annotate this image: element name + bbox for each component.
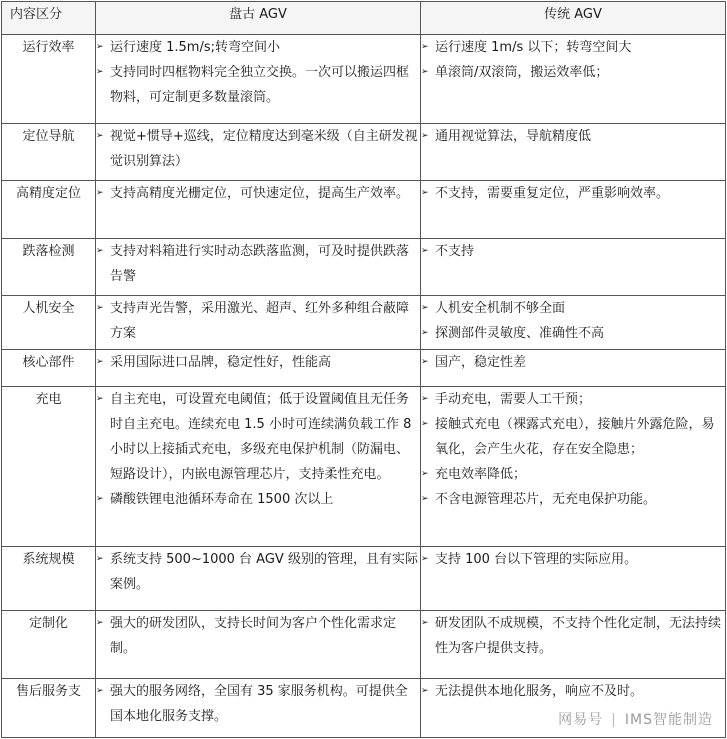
bullet-item — [421, 35, 725, 60]
bullet-text: 接触式充电（裸露式充电），接触片外露危险，易氧化，会产生火花，存在安全隐患； — [435, 417, 715, 457]
bullet-text: 通用视觉算法，导航精度低 — [435, 129, 592, 144]
bullet-item — [421, 296, 725, 321]
table-row — [2, 124, 726, 181]
row-category: 人机安全 — [2, 296, 96, 350]
bullet-text: 支持对料箱进行实时动态跌落监测，可及时提供跌落告警 — [110, 244, 410, 284]
bullet-item — [421, 462, 725, 487]
bullet-text: 采用国际进口品牌，稳定性好，性能高 — [110, 355, 332, 370]
bullet-arrow-icon: ➢ — [421, 618, 429, 628]
row-category: 定位导航 — [2, 124, 96, 181]
row-category: 充电 — [2, 387, 96, 547]
bullet-text: 系统支持 500~1000 台 AGV 级别的管理，且有实际案例。 — [110, 552, 418, 592]
bullet-item — [421, 679, 725, 704]
bullet-item — [421, 412, 725, 462]
table-row — [2, 350, 726, 387]
bullet-text: 单滚筒/双滚筒，搬运效率低； — [435, 65, 609, 80]
bullet-text: 磷酸铁锂电池循环寿命在 1500 次以上 — [110, 492, 334, 507]
bullet-arrow-icon: ➢ — [421, 67, 429, 77]
bullet-item — [421, 487, 725, 512]
header-traditional-agv: 传统 AGV — [421, 2, 726, 35]
bullet-text: 支持同时四框物料完全独立交换。一次可以搬运四框物料，可定制更多数量滚筒。 — [110, 65, 410, 105]
bullet-arrow-icon: ➢ — [96, 357, 104, 367]
bullet-item — [96, 35, 420, 60]
traditional-cell — [421, 611, 726, 679]
bullet-arrow-icon: ➢ — [96, 131, 104, 141]
table-row — [2, 35, 726, 124]
table-row — [2, 387, 726, 547]
bullet-item — [421, 611, 725, 661]
bullet-item — [96, 387, 420, 487]
table-row — [2, 181, 726, 239]
header-category: 内容区分 — [2, 2, 96, 35]
bullet-text: 支持 100 台以下管理的实际应用。 — [435, 552, 638, 567]
bullet-item — [96, 296, 420, 346]
bullet-arrow-icon: ➢ — [421, 328, 429, 338]
bullet-text: 手动充电，需要人工干预； — [435, 392, 592, 407]
traditional-cell — [421, 35, 726, 124]
bullet-arrow-icon: ➢ — [421, 554, 429, 564]
bullet-item — [421, 350, 725, 375]
bullet-arrow-icon: ➢ — [421, 131, 429, 141]
bullet-item — [96, 679, 420, 729]
bullet-arrow-icon: ➢ — [421, 303, 429, 313]
pangu-cell — [96, 679, 421, 738]
traditional-cell — [421, 239, 726, 296]
bullet-text: 国产，稳定性差 — [435, 355, 527, 370]
bullet-item — [421, 239, 725, 264]
comparison-table — [1, 1, 726, 738]
pangu-cell — [96, 547, 421, 611]
pangu-cell — [96, 35, 421, 124]
pangu-cell — [96, 181, 421, 239]
bullet-item — [421, 547, 725, 572]
bullet-item — [96, 547, 420, 597]
bullet-arrow-icon: ➢ — [96, 303, 104, 313]
bullet-item — [421, 181, 725, 206]
row-category: 售后服务支 — [2, 679, 96, 738]
bullet-arrow-icon: ➢ — [421, 469, 429, 479]
bullet-text: 视觉+惯导+巡线，定位精度达到毫米级（自主研发视觉识别算法） — [110, 129, 418, 169]
bullet-arrow-icon: ➢ — [96, 394, 104, 404]
bullet-text: 强大的研发团队，支持长时间为客户个性化需求定制。 — [110, 616, 397, 656]
bullet-item — [421, 124, 725, 149]
bullet-text: 充电效率降低； — [435, 467, 527, 482]
pangu-cell — [96, 296, 421, 350]
bullet-text: 研发团队不成规模，不支持个性化定制，无法持续性为客户提供支持。 — [435, 616, 722, 656]
watermark-divider: | — [611, 712, 617, 728]
table-row — [2, 611, 726, 679]
bullet-arrow-icon: ➢ — [96, 554, 104, 564]
bullet-arrow-icon: ➢ — [421, 188, 429, 198]
bullet-arrow-icon: ➢ — [96, 246, 104, 256]
pangu-cell — [96, 350, 421, 387]
table-row — [2, 296, 726, 350]
traditional-cell — [421, 124, 726, 181]
row-category: 定制化 — [2, 611, 96, 679]
bullet-arrow-icon: ➢ — [421, 357, 429, 367]
bullet-item — [96, 181, 420, 206]
traditional-cell — [421, 350, 726, 387]
row-category: 系统规模 — [2, 547, 96, 611]
bullet-arrow-icon: ➢ — [421, 246, 429, 256]
table-row — [2, 547, 726, 611]
bullet-text: 无法提供本地化服务，响应不及时。 — [435, 684, 644, 699]
traditional-cell — [421, 181, 726, 239]
bullet-text: 自主充电，可设置充电阈值；低于设置阈值且无任务时自主充电。连续充电 1.5 小时可连续满负载工作 8 小时以上接插式充电，多级充电保护机制（防漏电、短路设计），内嵌电源管理芯片，支持柔性充电。 — [110, 392, 412, 482]
pangu-cell — [96, 387, 421, 547]
watermark — [556, 709, 715, 729]
bullet-item — [421, 321, 725, 346]
bullet-item — [96, 487, 420, 512]
row-category: 核心部件 — [2, 350, 96, 387]
bullet-arrow-icon: ➢ — [96, 188, 104, 198]
bullet-text: 人机安全机制不够全面 — [435, 301, 566, 316]
bullet-text: 支持高精度光栅定位，可快速定位，提高生产效率。 — [110, 186, 410, 201]
bullet-item — [421, 387, 725, 412]
row-category: 高精度定位 — [2, 181, 96, 239]
bullet-item — [96, 124, 420, 174]
bullet-arrow-icon: ➢ — [421, 42, 429, 52]
bullet-arrow-icon: ➢ — [421, 394, 429, 404]
bullet-arrow-icon: ➢ — [96, 686, 104, 696]
watermark-source: 网易号 — [558, 712, 604, 728]
bullet-text: 不支持 — [435, 244, 475, 259]
table-row — [2, 239, 726, 296]
bullet-item — [96, 60, 420, 110]
bullet-item — [96, 239, 420, 289]
header-pangu-agv: 盘古 AGV — [96, 2, 421, 35]
bullet-arrow-icon: ➢ — [421, 494, 429, 504]
bullet-item — [96, 611, 420, 661]
bullet-arrow-icon: ➢ — [96, 494, 104, 504]
traditional-cell — [421, 547, 726, 611]
row-category: 跌落检测 — [2, 239, 96, 296]
bullet-item — [421, 60, 725, 85]
bullet-text: 运行速度 1m/s 以下；转弯空间大 — [435, 40, 632, 55]
pangu-cell — [96, 124, 421, 181]
bullet-arrow-icon: ➢ — [96, 42, 104, 52]
traditional-cell — [421, 296, 726, 350]
bullet-text: 运行速度 1.5m/s;转弯空间小 — [110, 40, 281, 55]
bullet-text: 不支持，需要重复定位，严重影响效率。 — [435, 186, 670, 201]
bullet-arrow-icon: ➢ — [421, 686, 429, 696]
bullet-item — [96, 350, 420, 375]
bullet-text: 强大的服务网络，全国有 35 家服务机构。可提供全国本地化服务支撑。 — [110, 684, 408, 724]
bullet-arrow-icon: ➢ — [96, 618, 104, 628]
bullet-arrow-icon: ➢ — [421, 419, 429, 429]
bullet-text: 探测部件灵敏度、准确性不高 — [435, 326, 605, 341]
bullet-arrow-icon: ➢ — [96, 67, 104, 77]
header-row — [2, 2, 726, 35]
watermark-author: IMS智能制造 — [624, 712, 713, 728]
bullet-text: 支持声光告警，采用激光、超声、红外多种组合蔽障方案 — [110, 301, 410, 341]
pangu-cell — [96, 239, 421, 296]
row-category: 运行效率 — [2, 35, 96, 124]
pangu-cell — [96, 611, 421, 679]
traditional-cell — [421, 387, 726, 547]
bullet-text: 不含电源管理芯片，无充电保护功能。 — [435, 492, 657, 507]
